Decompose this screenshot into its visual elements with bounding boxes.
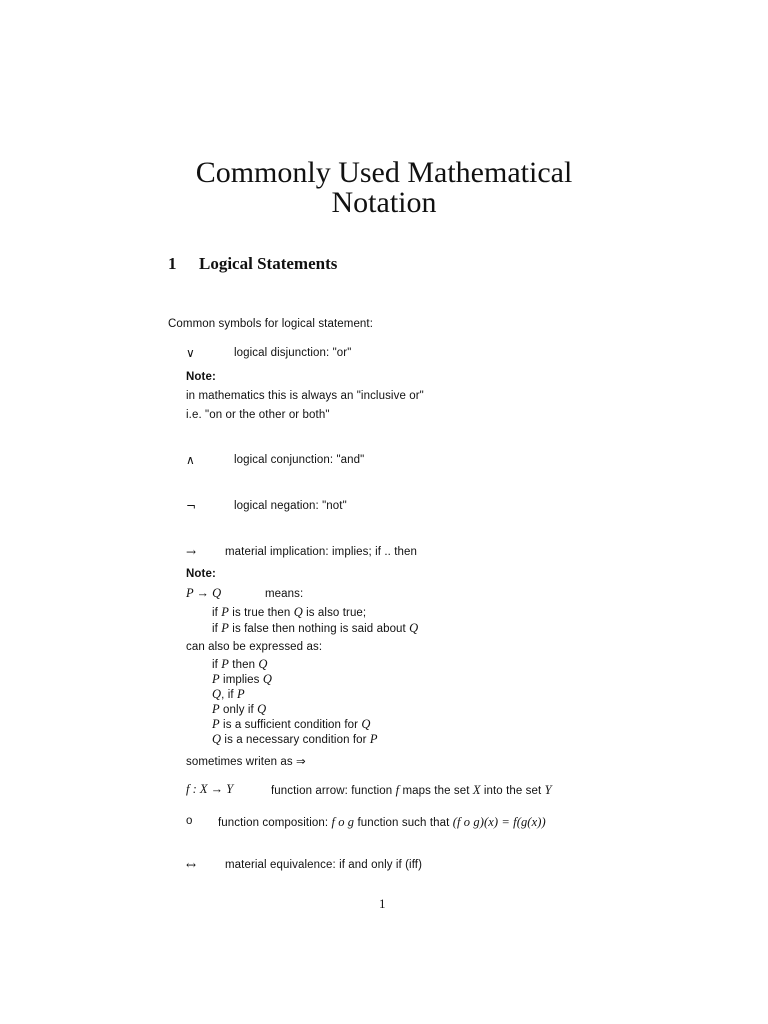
title-line-2: Notation [331,186,437,219]
section-number: 1 [168,254,177,273]
case-true-q: Q [293,605,303,619]
implication-expression: P → Q [186,586,222,600]
disjunction-note-line-2: i.e. "on or the other or both" [186,409,330,421]
expression-part-b: P [236,687,245,701]
expression-part-mid: is a sufficient condition for [219,719,362,731]
implication-label: material implication: implies; if .. then [225,546,418,558]
expression-part-mid: is a necessary condition for [221,734,370,746]
case-true-mid: is true then [229,607,294,619]
and-symbol: ∧ [186,453,195,467]
implication-expression-item [212,657,268,672]
case-false-pre: if [212,623,222,635]
expressed-as-text: can also be expressed as: [186,641,323,653]
case-true-pre: if [212,607,222,619]
function-arrow-label [271,783,552,798]
sometimes-text: sometimes writen as ⇒ [186,756,306,768]
implication-expression-item [212,717,371,732]
implication-symbol: → [186,545,197,559]
expression-part-mid: then [229,659,259,671]
expression-part-mid: only if [219,704,258,716]
section-heading: Logical Statements [199,254,338,273]
not-symbol: ¬ [186,499,197,513]
expression-part-mid: implies [219,674,263,686]
negation-label: logical negation: "not" [234,500,347,512]
conjunction-label: logical conjunction: "and" [234,454,365,466]
page-number: 1 [379,896,386,911]
intro-text: Common symbols for logical statement: [168,318,374,330]
function-arrow-label-x: X [472,783,481,797]
disjunction-note-label: Note: [186,371,216,383]
composition-label-expr: f o g [331,815,355,829]
expression-part-a: P [221,657,229,671]
expression-part-b: Q [361,717,371,731]
expression-part-mid: , if [221,689,237,701]
composition-label-mid: function such that [354,817,453,829]
case-true-p: P [221,605,229,619]
case-true-line [212,605,366,620]
case-false-line [212,621,418,636]
function-arrow-label-f: f [395,783,400,797]
or-symbol: ∨ [186,346,195,360]
function-arrow-label-mid: maps the set [399,785,473,797]
function-arrow-label-pre: function arrow: function [271,785,396,797]
expression-part-a: Q [212,732,222,746]
composition-label-pre: function composition: [218,817,332,829]
implication-expression-item [212,687,245,702]
composition-symbol: o [186,815,193,827]
implication-expression-item [212,702,266,717]
expression-part-a: P [212,702,220,716]
expression-part-a: Q [212,687,222,701]
case-true-post: is also true; [302,607,367,619]
function-arrow-expression: f : X → Y [186,782,234,796]
case-false-post: is false then nothing is said about [229,623,410,635]
composition-label-def: (f o g)(x) = f(g(x)) [452,815,546,829]
disjunction-label: logical disjunction: "or" [234,347,352,359]
expression-part-b: Q [258,657,268,671]
implication-expression-item [212,672,272,687]
function-arrow-label-y: Y [544,783,552,797]
implication-expression-item [212,732,378,747]
expression-part-a: P [212,717,220,731]
means-text: means: [265,588,304,600]
title-line-1: Commonly Used Mathematical [195,156,573,189]
case-false-p: P [221,621,229,635]
equivalence-label: material equivalence: if and only if (iff) [225,859,423,871]
expression-part-b: Q [257,702,267,716]
expression-part-pre: if [212,659,222,671]
expression-part-a: P [212,672,220,686]
expression-part-b: Q [262,672,272,686]
composition-label [218,815,546,830]
disjunction-note-line-1: in mathematics this is always an "inclusive or" [186,390,424,402]
expression-part-b: P [369,732,378,746]
equivalence-symbol: ↔ [186,858,197,872]
implication-note-label: Note: [186,568,216,580]
function-arrow-label-mid2: into the set [480,785,545,797]
case-false-q: Q [409,621,419,635]
